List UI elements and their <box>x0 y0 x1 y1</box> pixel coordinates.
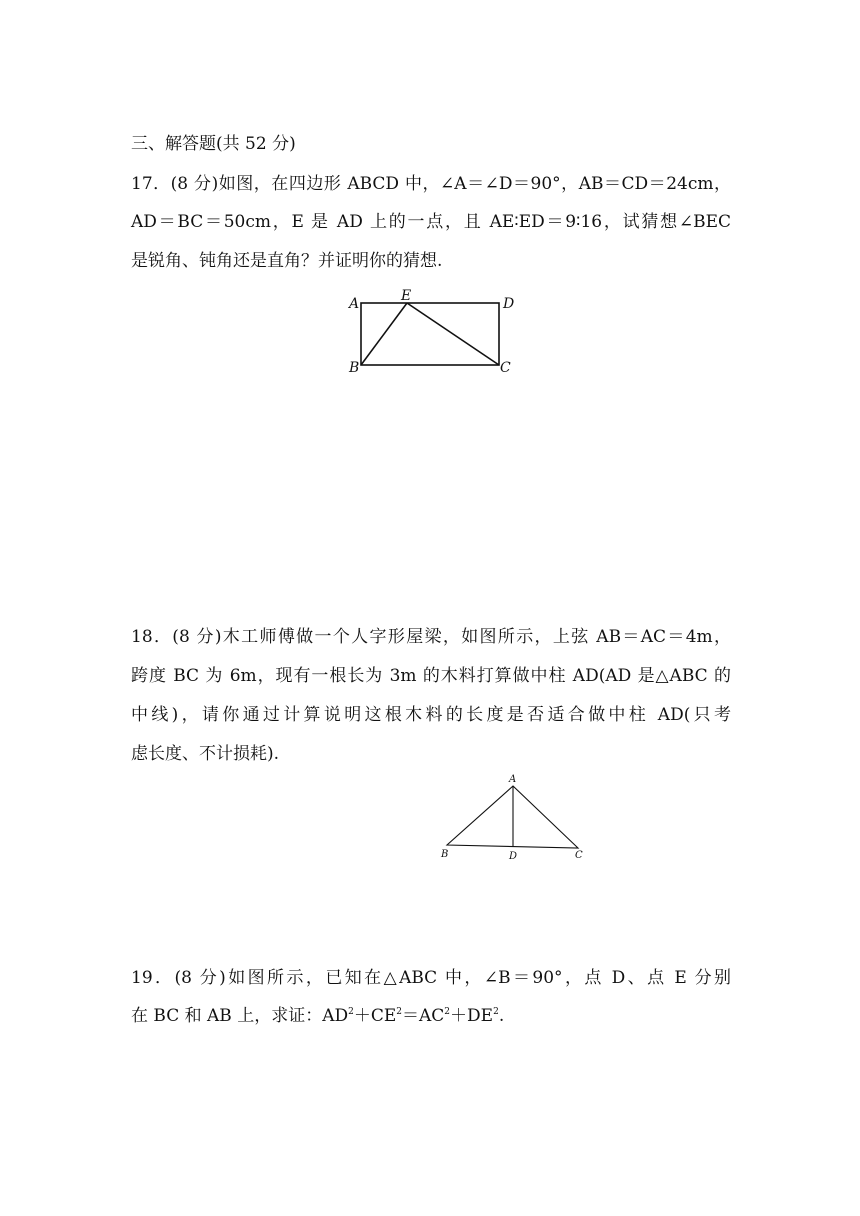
label-a: A <box>509 774 517 785</box>
q17-figure <box>340 285 530 377</box>
segment-ec <box>407 303 499 365</box>
segment-be <box>361 303 407 365</box>
label-d: D <box>503 296 515 312</box>
q19-line-1: 19．(8 分)如图所示，已知在△ABC 中，∠B＝90°，点 D、点 E 分别 <box>131 968 731 988</box>
label-a: A <box>349 296 360 312</box>
q17-line-2: AD＝BC＝50cm，E 是 AD 上的一点，且 AE∶ED＝9∶16，试猜想∠BEC <box>131 212 731 232</box>
superscript: 2 <box>348 1007 354 1017</box>
q18-figure <box>435 770 590 865</box>
rectangle-abcd <box>361 303 499 365</box>
label-d: D <box>509 851 518 862</box>
label-b: B <box>441 849 449 860</box>
q19-line-2 <box>131 1005 731 1027</box>
q17-line-1: 17．(8 分)如图，在四边形 ABCD 中，∠A＝∠D＝90°，AB＝CD＝24cm， <box>131 174 731 194</box>
superscript: 2 <box>396 1007 402 1017</box>
q18-line-2: 跨度 BC 为 6m，现有一根长为 3m 的木料打算做中柱 AD(AD 是△ABC 的 <box>131 666 731 686</box>
q19-text-prefix: 在 BC 和 AB 上，求证：AD <box>131 1006 349 1026</box>
q19-text-mid: ＝AC <box>402 1006 445 1026</box>
q19-text-mid: ＋DE <box>450 1006 494 1026</box>
label-b: B <box>349 360 360 376</box>
q19-text-suffix: . <box>498 1006 505 1026</box>
q19-text-mid: ＋CE <box>353 1006 397 1026</box>
label-c: C <box>575 850 583 861</box>
superscript: 2 <box>493 1007 499 1017</box>
superscript: 2 <box>444 1007 451 1017</box>
label-c: C <box>500 360 511 376</box>
section-heading: 三、解答题(共 52 分) <box>131 134 296 154</box>
q18-line-1: 18．(8 分)木工师傅做一个人字形屋梁，如图所示，上弦 AB＝AC＝4m， <box>131 627 731 647</box>
q18-line-3: 中线)，请你通过计算说明这根木料的长度是否适合做中柱 AD(只考 <box>131 705 731 725</box>
q18-line-4: 虑长度、不计损耗). <box>131 744 280 764</box>
q17-line-3: 是锐角、钝角还是直角？并证明你的猜想. <box>131 251 443 271</box>
label-e: E <box>401 288 412 304</box>
